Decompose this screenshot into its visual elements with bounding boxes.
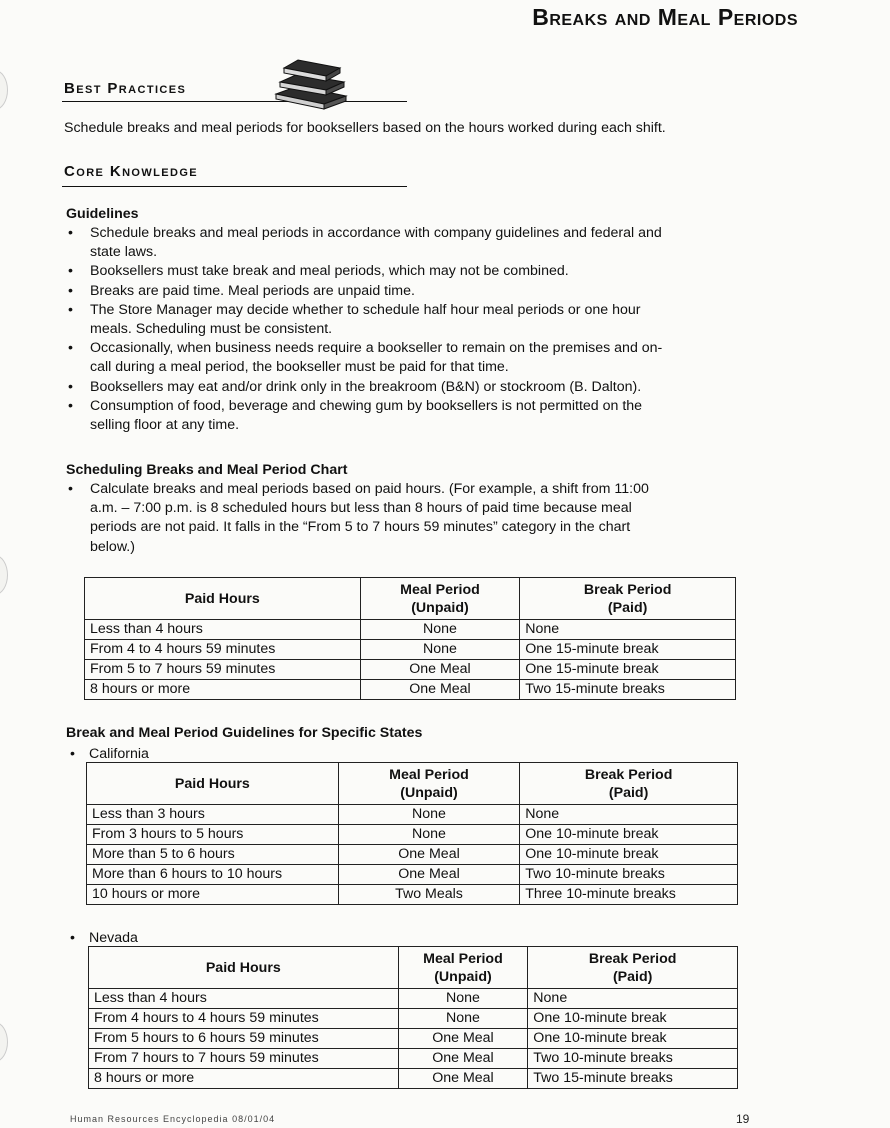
chart-heading: Scheduling Breaks and Meal Period Chart [66,462,348,478]
binder-hole [0,555,8,595]
table-cell: None [520,805,738,825]
table-cell: None [338,825,520,845]
column-header: Paid Hours [89,947,399,989]
list-item [66,301,662,339]
list-item [66,480,649,557]
table-row [85,640,736,660]
best-practices-text: Schedule breaks and meal periods for booksellers based on the hours worked during each shift. [64,120,666,136]
table-cell: None [338,805,520,825]
table-cell: Less than 4 hours [85,620,361,640]
column-header: Paid Hours [85,578,361,620]
binder-hole [0,70,8,110]
list-item-line: state laws. [90,244,158,261]
table-cell: None [360,640,520,660]
list-item-line: a.m. – 7:00 p.m. is 8 scheduled hours but less than 8 hours of paid time because meal [90,500,632,517]
table-cell: One 10-minute break [528,1029,738,1049]
general-schedule-table [84,577,736,700]
guidelines-heading: Guidelines [66,206,139,222]
page-title: Breaks and Meal Periods [532,4,798,30]
california-label: • California [70,746,149,762]
table-cell: One Meal [398,1049,528,1069]
list-item-line: • Calculate breaks and meal periods based on paid hours. (For example, a shift from 11:00 [90,481,649,497]
california-table [86,762,738,905]
table-row [85,660,736,680]
list-item-line: • Booksellers must take break and meal periods, which may not be combined. [90,263,569,280]
list-item [66,339,662,377]
column-header: Meal Period (Unpaid) [360,578,520,620]
list-item-line: • Schedule breaks and meal periods in accordance with company guidelines and federal and [90,225,662,241]
table-cell: From 3 hours to 5 hours [87,825,339,845]
table-cell: From 7 hours to 7 hours 59 minutes [89,1049,399,1069]
table-cell: One 10-minute break [520,845,738,865]
column-header: Meal Period (Unpaid) [338,763,520,805]
table-row [87,805,738,825]
table-cell: 10 hours or more [87,885,339,905]
table-row [89,1049,738,1069]
table-row [85,620,736,640]
table-cell: One 15-minute break [520,660,736,680]
table-row [89,1069,738,1089]
nevada-label: • Nevada [70,930,138,946]
table-cell: From 4 to 4 hours 59 minutes [85,640,361,660]
best-practices-heading: Best Practices [64,80,187,97]
table-cell: 8 hours or more [85,680,361,700]
guidelines-list [66,224,662,435]
table-cell: More than 5 to 6 hours [87,845,339,865]
column-header: Break Period (Paid) [520,578,736,620]
table-cell: One Meal [360,660,520,680]
core-knowledge-rule [62,186,407,187]
list-item [66,282,662,301]
table-cell: Less than 3 hours [87,805,339,825]
table-cell: One Meal [398,1069,528,1089]
list-item-line: • Booksellers may eat and/or drink only in the breakroom (B&N) or stockroom (B. Dalton). [90,378,642,395]
list-item-line: below.) [90,538,135,555]
books-stack-icon [270,58,350,110]
table-cell: One 10-minute break [528,1009,738,1029]
list-item-line: periods are not paid. It falls in the “From 5 to 7 hours 59 minutes” category in the chart [90,519,631,536]
list-item-line: • Occasionally, when business needs require a bookseller to remain on the premises and on- [90,340,663,357]
list-item [66,224,662,262]
states-heading: Break and Meal Period Guidelines for Specific States [66,725,423,741]
nevada-table [88,946,738,1089]
column-header: Break Period (Paid) [528,947,738,989]
table-cell: None [398,1009,528,1029]
table-cell: None [520,620,736,640]
table-cell: None [398,989,528,1009]
table-cell: One Meal [360,680,520,700]
table-row [87,845,738,865]
column-header: Meal Period (Unpaid) [398,947,528,989]
table-cell: One 15-minute break [520,640,736,660]
table-row [85,680,736,700]
core-knowledge-heading: Core Knowledge [64,163,199,180]
table-cell: None [360,620,520,640]
list-item-line: • Breaks are paid time. Meal periods are unpaid time. [90,282,415,299]
column-header: Break Period (Paid) [520,763,738,805]
list-item-line: • The Store Manager may decide whether to schedule half hour meal periods or one hour [90,301,641,318]
table-cell: None [528,989,738,1009]
table-cell: Three 10-minute breaks [520,885,738,905]
table-row [87,885,738,905]
chart-explanation [66,480,649,557]
table-cell: 8 hours or more [89,1069,399,1089]
table-row [89,1009,738,1029]
table-cell: More than 6 hours to 10 hours [87,865,339,885]
best-practices-rule [62,101,407,102]
list-item-line: call during a meal period, the bookseller must be paid for that time. [90,359,509,376]
table-cell: Two 10-minute breaks [528,1049,738,1069]
table-cell: One 10-minute break [520,825,738,845]
page-number: 19 [736,1112,750,1126]
column-header: Paid Hours [87,763,339,805]
binder-hole [0,1022,8,1062]
list-item-line: • Consumption of food, beverage and chewing gum by booksellers is not permitted on the [90,397,643,414]
list-item [66,397,662,435]
table-row [87,825,738,845]
table-cell: Two 15-minute breaks [528,1069,738,1089]
table-cell: From 5 hours to 6 hours 59 minutes [89,1029,399,1049]
table-cell: Two Meals [338,885,520,905]
list-item [66,262,662,281]
table-row [89,989,738,1009]
list-item-line: meals. Scheduling must be consistent. [90,321,333,338]
footer-text: Human Resources Encyclopedia 08/01/04 [70,1114,276,1124]
table-cell: From 5 to 7 hours 59 minutes [85,660,361,680]
table-row [87,865,738,885]
table-cell: One Meal [338,865,520,885]
table-cell: One Meal [338,845,520,865]
table-cell: From 4 hours to 4 hours 59 minutes [89,1009,399,1029]
table-cell: One Meal [398,1029,528,1049]
list-item [66,378,662,397]
list-item-line: selling floor at any time. [90,417,240,434]
table-row [89,1029,738,1049]
table-cell: Two 10-minute breaks [520,865,738,885]
table-cell: Two 15-minute breaks [520,680,736,700]
table-cell: Less than 4 hours [89,989,399,1009]
